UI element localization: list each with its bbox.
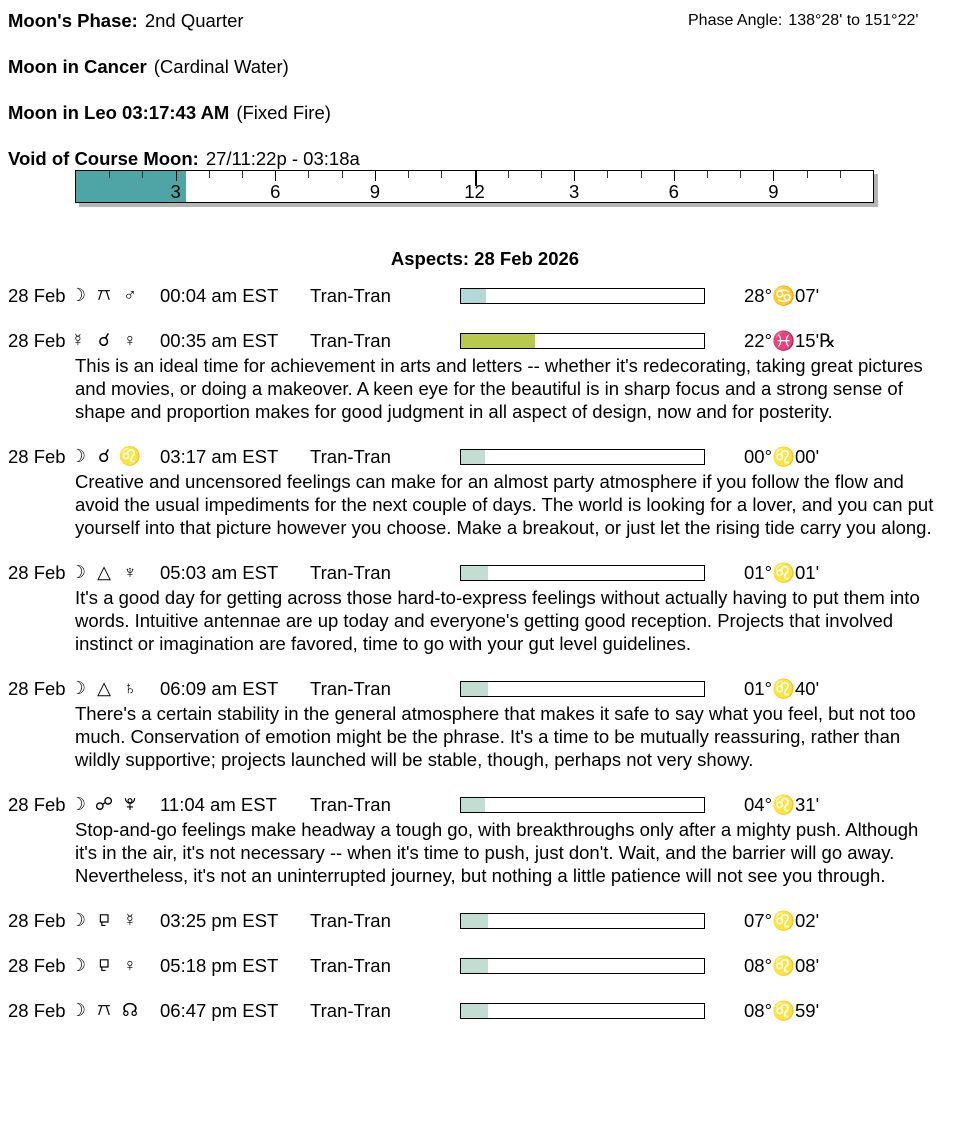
venus-icon: ♀ [123, 329, 137, 350]
aspect-orb-fill [461, 450, 485, 464]
aspect-block [0, 910, 970, 932]
aspect-block [0, 678, 970, 771]
moon-icon: ☽ [69, 793, 87, 814]
aspect-row [0, 446, 970, 468]
hour-label: 9 [768, 181, 779, 202]
hour-tick [840, 171, 841, 178]
aspect-orb-bar [460, 1003, 705, 1019]
aspect-orb-fill [461, 334, 535, 348]
aspect-time: 00:04 am EST [160, 285, 279, 306]
moons-phase-line [8, 10, 244, 32]
aspect-orb-fill [461, 682, 488, 696]
hour-tick [508, 171, 509, 178]
moon-icon: ☽ [69, 445, 87, 466]
moon-icon: ☽ [69, 909, 87, 930]
aspect-orb-fill [461, 1004, 488, 1018]
aspect-orb-fill [461, 289, 486, 303]
sesquiquadrate-icon [95, 910, 113, 930]
aspect-orb-fill [461, 914, 488, 928]
aspect-symbols [69, 285, 139, 305]
aspect-orb-bar [460, 913, 705, 929]
hour-tick [142, 171, 143, 178]
hour-label: 6 [270, 181, 281, 202]
aspect-symbols [69, 794, 139, 814]
aspect-date: 28 Feb [8, 446, 66, 467]
aspect-degree: 00°♌00' [744, 446, 820, 467]
void-of-course-line [8, 148, 360, 170]
aspect-date: 28 Feb [8, 955, 66, 976]
aspect-date: 28 Feb [8, 794, 66, 815]
aspect-date: 28 Feb [8, 678, 66, 699]
aspect-symbols [69, 562, 139, 582]
aspect-degree: 04°♌31' [744, 794, 820, 815]
aspect-symbols [69, 955, 139, 975]
hour-tick [308, 171, 309, 178]
hour-tick [740, 171, 741, 178]
phase-angle-line [688, 12, 918, 30]
conjunction-icon: ☌ [97, 329, 111, 350]
phase-angle-label: Phase Angle: [688, 12, 783, 29]
aspect-degree: 07°♌02' [744, 910, 820, 931]
moon-icon: ☽ [69, 954, 87, 975]
aspect-symbols [69, 1000, 139, 1020]
aspect-description: This is an ideal time for achievement in arts and letters -- whether it's redecorating, taking great pictures and movies, or doing a makeover. A keen eye for the beautiful is in sharp focus and a strong sense of shape and proportion makes for good judgment in all aspect of design, now and for posterity. [75, 355, 923, 422]
aspect-row [0, 678, 970, 700]
moon-next-sign-note: (Fixed Fire) [236, 102, 331, 123]
aspect-degree: 22°♓15'℞ [744, 330, 836, 351]
hour-tick [342, 171, 343, 178]
pluto-icon [121, 794, 139, 814]
quincunx-icon [95, 1000, 113, 1020]
hour-label: 12 [464, 181, 485, 202]
moon-sign-line [8, 56, 289, 78]
aspect-symbols [69, 910, 139, 930]
aspect-block [0, 285, 970, 307]
aspect-type: Tran-Tran [310, 1000, 391, 1021]
aspect-type: Tran-Tran [310, 794, 391, 815]
hour-tick [773, 171, 774, 181]
aspect-orb-bar [460, 333, 705, 349]
aspect-row [0, 285, 970, 307]
hour-label: 3 [170, 181, 181, 202]
trine-icon: △ [97, 677, 111, 698]
aspect-type: Tran-Tran [310, 562, 391, 583]
aspect-type: Tran-Tran [310, 446, 391, 467]
saturn-icon: ♄ [123, 677, 137, 698]
hour-tick [641, 171, 642, 178]
aspect-symbols [69, 678, 139, 698]
aspect-orb-fill [461, 959, 488, 973]
void-of-course-timeline [75, 170, 874, 203]
moon-icon: ☽ [69, 999, 87, 1020]
aspect-time: 06:09 am EST [160, 678, 279, 699]
hour-tick [541, 171, 542, 178]
aspect-date: 28 Feb [8, 285, 66, 306]
leo-icon: ♌ [118, 445, 142, 466]
aspect-date: 28 Feb [8, 330, 66, 351]
neptune-icon: ♆ [123, 561, 137, 582]
moon-icon: ☽ [69, 677, 87, 698]
trine-icon: △ [97, 561, 111, 582]
moon-next-sign-line [8, 102, 331, 124]
aspect-description: It's a good day for getting across those hard-to-express feelings without actually having to put them into words. Intuitive antennae are up today and everyone's getting good reception. Projects that involved instinct or imagination are favored, time to go with your gut level guidelines. [75, 587, 920, 654]
mars-icon: ♂ [123, 284, 137, 305]
hour-tick [807, 171, 808, 178]
aspect-type: Tran-Tran [310, 678, 391, 699]
aspect-date: 28 Feb [8, 910, 66, 931]
moon-sign-note: (Cardinal Water) [153, 56, 289, 77]
hour-tick [607, 171, 608, 178]
aspect-degree: 08°♌59' [744, 1000, 820, 1021]
moons-phase-label: Moon's Phase: [8, 10, 138, 31]
aspect-block [0, 562, 970, 655]
aspect-row [0, 562, 970, 584]
aspect-row [0, 794, 970, 816]
hour-tick [408, 171, 409, 178]
hour-tick [209, 171, 210, 178]
aspect-time: 06:47 pm EST [160, 1000, 279, 1021]
aspect-orb-bar [460, 449, 705, 465]
aspect-orb-fill [461, 798, 485, 812]
quincunx-icon [95, 285, 113, 305]
hour-label: 6 [668, 181, 679, 202]
moon-icon: ☽ [69, 561, 87, 582]
hour-tick [707, 171, 708, 178]
hour-tick [574, 171, 575, 181]
aspect-degree: 01°♌40' [744, 678, 820, 699]
opposition-icon: ☍ [94, 793, 114, 814]
aspect-type: Tran-Tran [310, 910, 391, 931]
aspect-row [0, 330, 970, 352]
aspect-symbols [69, 330, 139, 350]
hour-tick [441, 171, 442, 178]
aspect-block [0, 446, 970, 539]
moons-phase-value: 2nd Quarter [144, 10, 244, 31]
aspect-date: 28 Feb [8, 1000, 66, 1021]
aspect-type: Tran-Tran [310, 330, 391, 351]
aspect-time: 03:25 pm EST [160, 910, 279, 931]
venus-icon: ♀ [123, 954, 137, 975]
hour-tick [176, 171, 177, 181]
aspect-symbols [69, 445, 142, 466]
north-node-icon: ☊ [122, 999, 138, 1020]
aspect-time: 11:04 am EST [160, 794, 277, 815]
hour-tick [275, 171, 276, 181]
aspect-time: 00:35 am EST [160, 330, 279, 351]
moon-icon: ☽ [69, 284, 87, 305]
aspect-degree: 08°♌08' [744, 955, 820, 976]
void-of-course-value: 27/11:22p - 03:18a [205, 148, 360, 169]
aspect-description: There's a certain stability in the general atmosphere that makes it safe to say what you feel, but not too much. Conservation of emotion might be the phrase. It's a time to be mutually reassuring, rather than wildly supportive; projects launched will be stable, though, perhaps not very showy. [75, 703, 916, 770]
aspect-time: 05:18 pm EST [160, 955, 279, 976]
aspect-block [0, 330, 970, 423]
hour-tick [109, 171, 110, 178]
conjunction-icon: ☌ [97, 445, 111, 466]
aspect-type: Tran-Tran [310, 955, 391, 976]
hour-tick [242, 171, 243, 178]
phase-angle-value: 138°28' to 151°22' [788, 12, 919, 29]
hour-label: 3 [568, 181, 580, 202]
hour-tick [674, 171, 675, 181]
aspects-title: Aspects: 28 Feb 2026 [390, 248, 580, 269]
aspect-list [0, 285, 970, 1045]
aspect-time: 05:03 am EST [160, 562, 279, 583]
aspect-orb-bar [460, 958, 705, 974]
aspect-orb-bar [460, 288, 705, 304]
aspect-block [0, 955, 970, 977]
sesquiquadrate-icon [95, 955, 113, 975]
aspect-description: Stop-and-go feelings make headway a tough go, with breakthroughs only after a mighty push. Although it's in the air, it's not necessary -- when it's time to push, just don't. Wait, and the barrier will go away. Nevertheless, it's not an uninterrupted journey, but nothing a little patience will not see you through. [75, 819, 919, 886]
moon-next-sign-label: Moon in Leo 03:17:43 AM [8, 102, 230, 123]
mercury-icon: ☿ [123, 909, 137, 930]
hour-tick [375, 171, 376, 181]
aspect-degree: 01°♌01' [744, 562, 820, 583]
aspect-time: 03:17 am EST [160, 446, 279, 467]
void-of-course-label: Void of Course Moon: [8, 148, 199, 169]
aspect-row [0, 910, 970, 932]
aspect-orb-bar [460, 797, 705, 813]
aspect-row [0, 955, 970, 977]
aspect-date: 28 Feb [8, 562, 66, 583]
mercury-icon: ☿ [71, 329, 85, 350]
aspect-degree: 28°♋07' [744, 285, 820, 306]
aspect-block [0, 1000, 970, 1022]
aspect-block [0, 794, 970, 887]
aspect-description: Creative and uncensored feelings can make for an almost party atmosphere if you follow the flow and avoid the usual impediments for the next couple of days. The world is looking for a lover, and you can put yourself into that picture however you choose. Make a breakout, or just let the rising tide carry you along. [75, 471, 934, 538]
aspect-type: Tran-Tran [310, 285, 391, 306]
aspect-row [0, 1000, 970, 1022]
aspect-orb-bar [460, 681, 705, 697]
aspect-orb-bar [460, 565, 705, 581]
moon-sign-label: Moon in Cancer [8, 56, 147, 77]
aspect-orb-fill [461, 566, 488, 580]
hour-label: 9 [369, 181, 381, 202]
